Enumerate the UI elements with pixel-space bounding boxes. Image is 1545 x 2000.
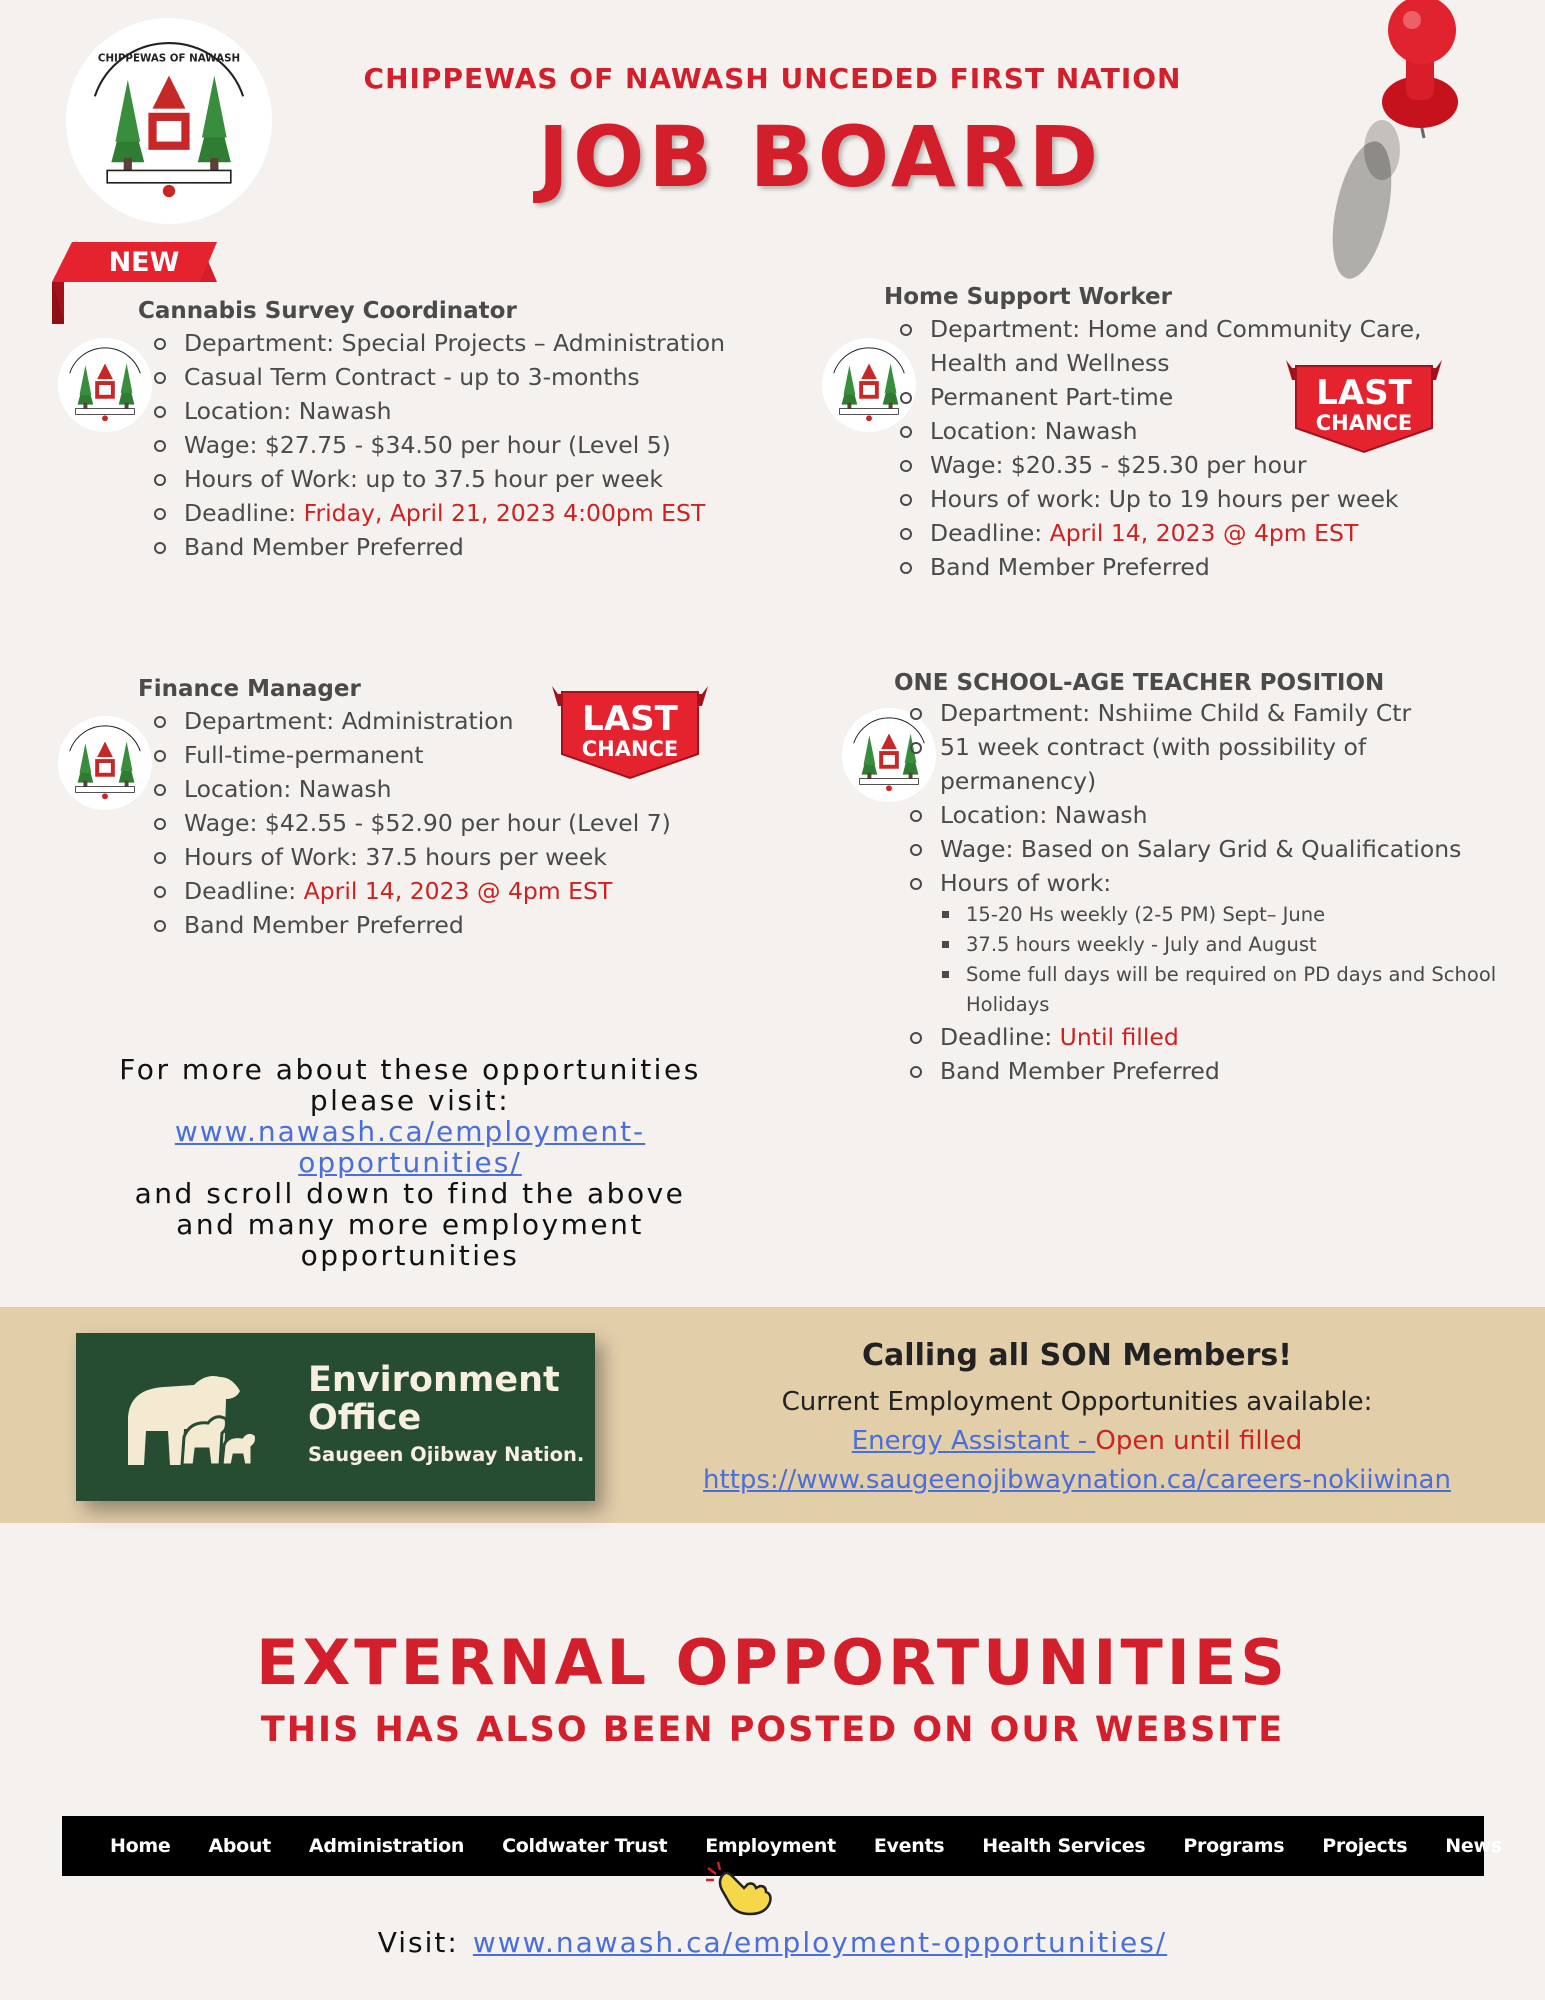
list-item: Wage: $20.35 - $25.30 per hour (930, 448, 1450, 482)
list-item: Location: Nawash (184, 394, 778, 428)
list-item: Wage: $27.75 - $34.50 per hour (Level 5) (184, 428, 778, 462)
list-item: Wage: Based on Salary Grid & Qualifications (940, 832, 1500, 866)
list-item: Full-time-permanent (184, 738, 778, 772)
deadline-item (940, 1020, 1500, 1054)
sub-list-item: 15-20 Hs weekly (2-5 PM) Sept– June (966, 900, 1500, 930)
deadline-label: Deadline: (184, 499, 304, 527)
list-item: Location: Nawash (940, 798, 1500, 832)
list-item: Location: Nawash (930, 414, 1450, 448)
son-url-line (668, 1461, 1486, 1500)
deadline-label: Deadline: (930, 519, 1050, 547)
energy-assistant-link[interactable]: Energy Assistant - (851, 1426, 1096, 1456)
list-item: 51 week contract (with possibility of permanency) (940, 730, 1500, 798)
son-job-status: Open until filled (1095, 1426, 1303, 1456)
more-info (100, 1054, 720, 1271)
pushpin-icon (1300, 0, 1500, 300)
last-chance-badge (552, 684, 708, 780)
nav-item-programs[interactable]: Programs (1183, 1835, 1285, 1857)
visit-link[interactable]: www.nawash.ca/employment-opportunities/ (472, 1926, 1168, 1959)
son-job-line (668, 1422, 1486, 1461)
son-intro: Current Employment Opportunities available: (781, 1387, 1373, 1417)
org-name: CHIPPEWAS OF NAWASH UNCEDED FIRST NATION (363, 62, 1182, 95)
visit-line (0, 1926, 1545, 1959)
list-item: Hours of work: Up to 19 hours per week (930, 482, 1450, 516)
list-item: Department: Home and Community Care, Health and Wellness (930, 312, 1450, 380)
last-chance-text: LAST (1316, 373, 1412, 413)
employment-link[interactable]: www.nawash.ca/employment-opportunities/ (174, 1115, 646, 1179)
page-title: JOB BOARD (537, 108, 1103, 206)
logo-text: CHIPPEWAS OF NAWASH (97, 52, 241, 65)
env-office-title (308, 1361, 560, 1437)
nav-item-home[interactable]: Home (110, 1835, 171, 1857)
list-item: Band Member Preferred (184, 908, 778, 942)
list-item: Location: Nawash (184, 772, 778, 806)
list-item: Hours of Work: 37.5 hours per week (184, 840, 778, 874)
last-chance-text: CHANCE (581, 737, 679, 761)
last-chance-text: CHANCE (1315, 411, 1413, 435)
sub-list-item: 37.5 hours weekly - July and August (966, 930, 1500, 960)
job-title: Cannabis Survey Coordinator (138, 298, 517, 324)
list-item: Band Member Preferred (940, 1054, 1500, 1088)
list-item: Band Member Preferred (184, 530, 778, 564)
deadline-label: Deadline: (940, 1023, 1060, 1051)
more-info-intro: For more about these opportunities please visit: (119, 1053, 701, 1117)
hours-sub-list (940, 900, 1500, 1020)
external-title: EXTERNAL OPPORTUNITIES (256, 1626, 1289, 1699)
list-item: Band Member Preferred (930, 550, 1450, 584)
nav-item-news[interactable]: News (1445, 1835, 1502, 1857)
job-card-cannabis (138, 298, 778, 564)
nav-item-employment[interactable]: Employment (705, 1835, 836, 1857)
job-title: ONE SCHOOL-AGE TEACHER POSITION (894, 670, 1385, 696)
visit-label: Visit: (377, 1926, 459, 1959)
job-title: Finance Manager (138, 676, 361, 702)
deadline-item (184, 874, 778, 908)
env-office-subtitle: Saugeen Ojibway Nation. (308, 1443, 585, 1466)
more-info-outro: and scroll down to find the above and many more employment opportunities (134, 1177, 686, 1272)
deadline-value: Until filled (1059, 1023, 1179, 1051)
nav-item-coldwater-trust[interactable]: Coldwater Trust (502, 1835, 668, 1857)
deadline-value: April 14, 2023 @ 4pm EST (303, 877, 613, 905)
deadline-item (930, 516, 1450, 550)
nav-item-health-services[interactable]: Health Services (982, 1835, 1146, 1857)
list-item: Department: Special Projects – Administration (184, 326, 778, 360)
last-chance-text: LAST (582, 699, 678, 739)
list-item (940, 866, 1500, 1020)
hours-label: Hours of work: (940, 869, 1112, 897)
new-badge-text: NEW (108, 247, 180, 278)
nav-item-about[interactable]: About (208, 1835, 271, 1857)
job-details (138, 326, 778, 564)
deadline-value: April 14, 2023 @ 4pm EST (1049, 519, 1359, 547)
env-title-line: Environment (308, 1360, 560, 1400)
nav-item-events[interactable]: Events (873, 1835, 945, 1857)
son-heading: Calling all SON Members! (862, 1338, 1292, 1373)
list-item: Permanent Part-time (930, 380, 1450, 414)
environment-office-logo (76, 1333, 595, 1501)
deadline-label: Deadline: (184, 877, 304, 905)
deadline-value: Friday, April 21, 2023 4:00pm EST (303, 499, 706, 527)
job-title: Home Support Worker (884, 284, 1172, 310)
list-item: Department: Administration (184, 704, 778, 738)
list-item: Department: Nshiime Child & Family Ctr (940, 696, 1500, 730)
last-chance-badge (1286, 358, 1442, 454)
nav-item-projects[interactable]: Projects (1322, 1835, 1408, 1857)
nav-item-administration[interactable]: Administration (308, 1835, 465, 1857)
list-item: Hours of Work: up to 37.5 hour per week (184, 462, 778, 496)
list-item: Wage: $42.55 - $52.90 per hour (Level 7) (184, 806, 778, 840)
son-callout (668, 1338, 1486, 1500)
sub-list-item: Some full days will be required on PD days and School Holidays (966, 960, 1500, 1020)
bear-family-icon (124, 1367, 264, 1467)
external-subtitle: THIS HAS ALSO BEEN POSTED ON OUR WEBSITE (260, 1710, 1285, 1750)
son-careers-link[interactable]: https://www.saugeenojibwaynation.ca/careers-nokiiwinan (703, 1465, 1451, 1495)
list-item: Casual Term Contract - up to 3-months (184, 360, 778, 394)
job-card-teacher (894, 670, 1514, 1088)
pointing-hand-icon (704, 1860, 774, 1916)
job-details (894, 696, 1500, 1088)
env-title-line: Office (308, 1398, 422, 1438)
deadline-item (184, 496, 778, 530)
